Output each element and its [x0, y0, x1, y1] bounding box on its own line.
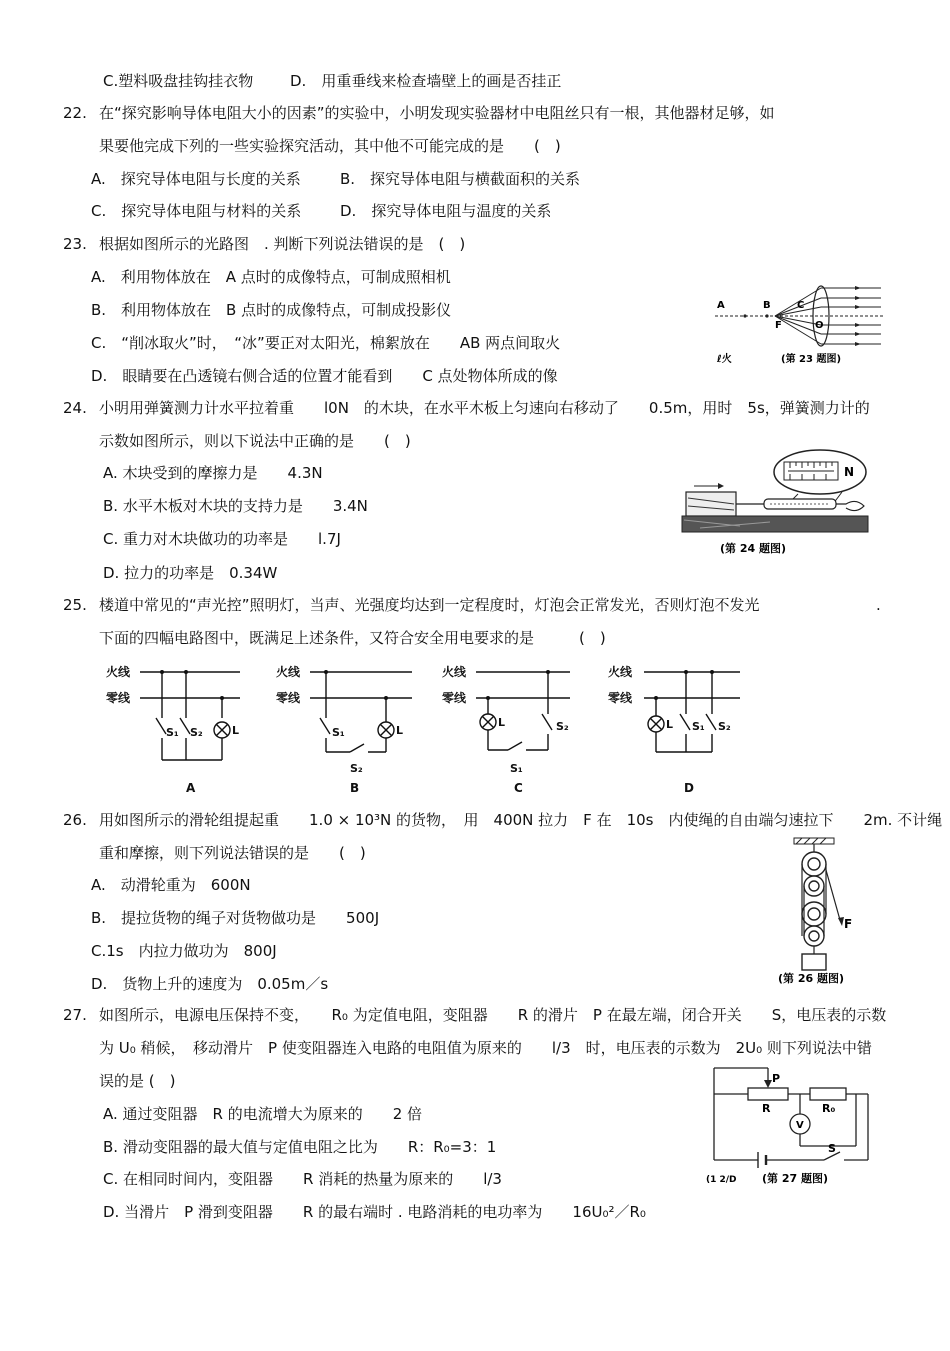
q24-stem-line1: 小明用弹簧测力计水平拉着重 l0N 的木块，在水平木板上匀速向右移动了 0.5m，用时 5s，弹簧测力计的 [99, 399, 870, 417]
q26-number: 26. [63, 811, 87, 829]
q25-d-neutral-label: 零线 [608, 691, 633, 705]
q24-figure [680, 448, 870, 560]
q22-stem-line2: 果要他完成下列的一些实验探究活动，其中他不可能完成的是 ( ) [99, 137, 561, 155]
q27-option-c: C. 在相同时间内，变阻器 R 消耗的热量为原来的 l/3 [103, 1170, 502, 1188]
q25-b-lamp: L [396, 724, 404, 737]
q24-option-b: B. 水平木板对木块的支持力是 3.4N [103, 497, 368, 515]
q25-stem-line1: 楼道中常见的“声光控”照明灯，当声、光强度均达到一定程度时，灯泡会正常发光，否则灯泡不发光 [99, 596, 760, 614]
q26-stem-line1: 用如图所示的滑轮组提起重 1.0 × 10³N 的货物， 用 400N 拉力 F 在 10s 内使绳的自由端匀速拉下 2m. 不计绳 [99, 811, 943, 829]
q27-stem-line1: 如图所示，电源电压保持不变， R₀ 为定值电阻，变阻器 R 的滑片 P 在最左端，闭合开关 S，电压表的示数 [99, 1006, 887, 1024]
q26-option-a: A. 动滑轮重为 600N [91, 876, 251, 894]
q25-c-s2: S₂ [556, 720, 569, 733]
q22-stem-line1: 在“探究影响导体电阻大小的因素”的实验中，小明发现实验器材中电阻丝只有一根，其他器材足够，如 [99, 104, 775, 122]
q27-label-r0: R₀ [822, 1102, 836, 1115]
q27-caption: (第 27 题图) [762, 1172, 829, 1185]
q22-option-b: B. 探究导体电阻与横截面积的关系 [340, 170, 581, 188]
q23-label-c: C [797, 300, 805, 311]
q25-b-s1: S₁ [332, 726, 345, 739]
q24-option-d: D. 拉力的功率是 0.34W [103, 564, 278, 582]
q27-stem-line2: 为 U₀ 稍候， 移动滑片 P 使变阻器连入电路的电阻值为原来的 l/3 时，电压表的示数为 2U₀ 则下列说法中错 [99, 1039, 872, 1057]
q25-number: 25. [63, 596, 87, 614]
q25-d-live-label: 火线 [608, 665, 633, 679]
q21-option-d: D. 用重垂线来检查墙壁上的画是否挂正 [290, 72, 562, 90]
q25-c-s1: S₁ [510, 762, 523, 775]
q26-caption: (第 26 题图) [778, 972, 845, 984]
q23-label-a: A [717, 300, 725, 311]
q27-label-r: R [762, 1102, 771, 1115]
q23-option-c: C. “削冰取火”时， “冰”要正对太阳光，棉絮放在 AB 两点间取火 [91, 334, 561, 352]
q25-label-c: C [514, 781, 523, 795]
q25-label-d: D [684, 781, 694, 795]
q25-a-s1: S₁ [166, 726, 179, 739]
q25-d-s2: S₂ [718, 720, 731, 733]
q26-force-label: F [844, 917, 853, 931]
q22-option-d: D. 探究导体电阻与温度的关系 [340, 202, 552, 220]
q23-figure [705, 282, 885, 370]
q24-unit: N [844, 465, 855, 479]
q26-option-c: C.1s 内拉力做功为 800J [91, 942, 277, 960]
q27-label-v: V [796, 1120, 804, 1131]
q27-option-b: B. 滑动变阻器的最大值与定值电阻之比为 R：R₀=3：1 [103, 1138, 497, 1156]
q23-label-o: O [815, 320, 824, 331]
q25-a-lamp: L [232, 724, 240, 737]
q25-circuits [100, 656, 750, 800]
q26-option-d: D. 货物上升的速度为 0.05m／s [91, 975, 329, 993]
q26-figure [774, 836, 874, 984]
q24-stem-line2: 示数如图所示，则以下说法中正确的是 ( ) [99, 432, 411, 450]
q25-stem-line2: 下面的四幅电路图中，既满足上述条件，又符合安全用电要求的是 ( ) [99, 629, 606, 647]
q23-label-f: F [775, 320, 782, 331]
q27-label-s: S [828, 1142, 836, 1155]
q21-option-c: C.塑料吸盘挂钩挂衣物 [103, 72, 254, 90]
q24-caption: (第 24 题图) [720, 542, 787, 555]
q25-stem-period: . [876, 596, 881, 614]
q25-a-neutral-label: 零线 [106, 691, 131, 705]
q25-label-a: A [186, 781, 196, 795]
q23-option-b: B. 利用物体放在 B 点时的成像特点，可制成投影仪 [91, 301, 452, 319]
q23-left-mark: ℓ火 [717, 354, 732, 365]
q22-option-a: A. 探究导体电阻与长度的关系 [91, 170, 301, 188]
q25-d-lamp: L [666, 718, 674, 731]
q25-b-live-label: 火线 [276, 665, 301, 679]
q27-figure [704, 1062, 876, 1186]
q27-stem-line3: 误的是 ( ) [99, 1072, 176, 1090]
q27-label-p: P [772, 1072, 781, 1085]
q27-option-a: A. 通过变阻器 R 的电流增大为原来的 2 倍 [103, 1105, 423, 1123]
q25-c-neutral-label: 零线 [442, 691, 467, 705]
q22-number: 22. [63, 104, 87, 122]
q23-option-a: A. 利用物体放在 A 点时的成像特点，可制成照相机 [91, 268, 451, 286]
q25-a-s2: S₂ [190, 726, 203, 739]
q24-number: 24. [63, 399, 87, 417]
q26-option-b: B. 提拉货物的绳子对货物做功是 500J [91, 909, 380, 927]
q27-number: 27. [63, 1006, 87, 1024]
q22-option-c: C. 探究导体电阻与材料的关系 [91, 202, 302, 220]
q23-option-d: D. 眼睛要在凸透镜右侧合适的位置才能看到 C 点处物体所成的像 [91, 367, 558, 385]
q23-number: 23. [63, 235, 87, 253]
q24-option-c: C. 重力对木块做功的功率是 l.7J [103, 530, 341, 548]
q23-label-b: B [763, 300, 771, 311]
q27-left-mark: (1 2/D [706, 1175, 737, 1185]
q27-option-d: D. 当滑片 P 滑到变阻器 R 的最右端时 . 电路消耗的电功率为 16U₀²／R₀ [103, 1203, 646, 1221]
q26-stem-line2: 重和摩擦，则下列说法错误的是 ( ) [99, 844, 366, 862]
q25-c-lamp: L [498, 716, 506, 729]
q24-option-a: A. 木块受到的摩擦力是 4.3N [103, 464, 323, 482]
q25-b-s2: S₂ [350, 762, 363, 775]
q25-d-s1: S₁ [692, 720, 705, 733]
q25-a-live-label: 火线 [106, 665, 131, 679]
q25-b-neutral-label: 零线 [276, 691, 301, 705]
q23-stem: 根据如图所示的光路图 . 判断下列说法错误的是 ( ) [99, 235, 466, 253]
q23-caption: (第 23 题图) [781, 354, 842, 365]
q25-label-b: B [350, 781, 360, 795]
q25-c-live-label: 火线 [442, 665, 467, 679]
